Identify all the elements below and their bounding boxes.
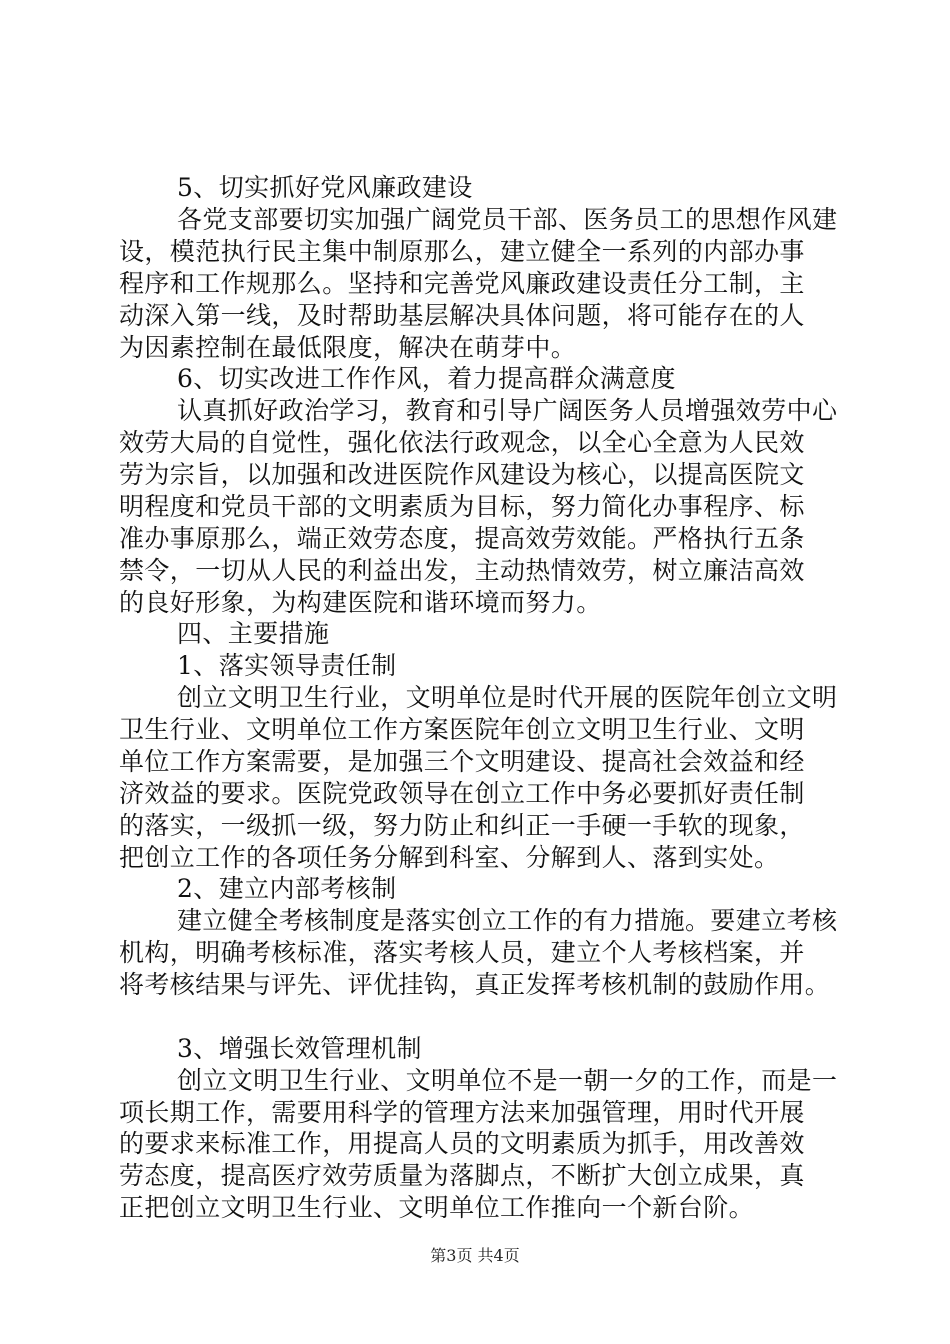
paragraph-line: 的要求来标准工作，用提高人员的文明素质为抓手，用改善效 <box>119 1129 805 1158</box>
paragraph-line: 机构，明确考核标准，落实考核人员，建立个人考核档案，并 <box>119 938 805 967</box>
subsection-heading: 3、增强长效管理机制 <box>177 1034 422 1063</box>
paragraph-line: 准办事原那么，端正效劳态度，提高效劳效能。严格执行五条 <box>119 524 805 553</box>
paragraph-line: 禁令，一切从人民的利益出发，主动热情效劳，树立廉洁高效 <box>119 556 805 585</box>
paragraph-line: 将考核结果与评先、评优挂钩，真正发挥考核机制的鼓励作用。 <box>119 970 831 999</box>
paragraph-line: 建立健全考核制度是落实创立工作的有力措施。要建立考核 <box>177 906 838 935</box>
subsection-heading: 1、落实领导责任制 <box>177 651 397 680</box>
section-heading: 四、主要措施 <box>177 619 330 648</box>
paragraph-line: 卫生行业、文明单位工作方案医院年创立文明卫生行业、文明 <box>119 715 805 744</box>
paragraph-line: 劳态度，提高医疗效劳质量为落脚点，不断扩大创立成果，真 <box>119 1161 805 1190</box>
section-heading: 6、切实改进工作作风，着力提高群众满意度 <box>177 364 676 393</box>
paragraph-line: 的良好形象，为构建医院和谐环境而努力。 <box>119 588 602 617</box>
paragraph-line: 项长期工作，需要用科学的管理方法来加强管理，用时代开展 <box>119 1098 805 1127</box>
paragraph-line: 设，模范执行民主集中制原那么，建立健全一系列的内部办事 <box>119 237 805 266</box>
paragraph-line: 程序和工作规那么。坚持和完善党风廉政建设责任分工制，主 <box>119 269 805 298</box>
paragraph-line: 效劳大局的自觉性，强化依法行政观念，以全心全意为人民效 <box>119 428 805 457</box>
paragraph-line: 劳为宗旨，以加强和改进医院作风建设为核心，以提高医院文 <box>119 460 805 489</box>
paragraph-line: 动深入第一线，及时帮助基层解决具体问题，将可能存在的人 <box>119 301 805 330</box>
paragraph-line: 明程度和党员干部的文明素质为目标，努力简化办事程序、标 <box>119 492 805 521</box>
subsection-heading: 2、建立内部考核制 <box>177 874 397 903</box>
paragraph-line: 各党支部要切实加强广阔党员干部、医务员工的思想作风建 <box>177 205 838 234</box>
paragraph-line: 的落实，一级抓一级，努力防止和纠正一手硬一手软的现象， <box>119 811 805 840</box>
paragraph-line: 把创立工作的各项任务分解到科室、分解到人、落到实处。 <box>119 843 780 872</box>
paragraph-line: 济效益的要求。医院党政领导在创立工作中务必要抓好责任制 <box>119 779 805 808</box>
paragraph-line: 为因素控制在最低限度，解决在萌芽中。 <box>119 333 577 362</box>
paragraph-line: 创立文明卫生行业，文明单位是时代开展的医院年创立文明 <box>177 683 838 712</box>
paragraph-line: 正把创立文明卫生行业、文明单位工作推向一个新台阶。 <box>119 1193 755 1222</box>
paragraph-line: 创立文明卫生行业、文明单位不是一朝一夕的工作，而是一 <box>177 1066 838 1095</box>
section-heading: 5、切实抓好党风廉政建设 <box>177 173 473 202</box>
paragraph-line: 认真抓好政治学习，教育和引导广阔医务人员增强效劳中心 <box>177 396 838 425</box>
paragraph-line: 单位工作方案需要，是加强三个文明建设、提高社会效益和经 <box>119 747 805 776</box>
page-footer-indicator: 第3页 共4页 <box>430 1246 520 1265</box>
